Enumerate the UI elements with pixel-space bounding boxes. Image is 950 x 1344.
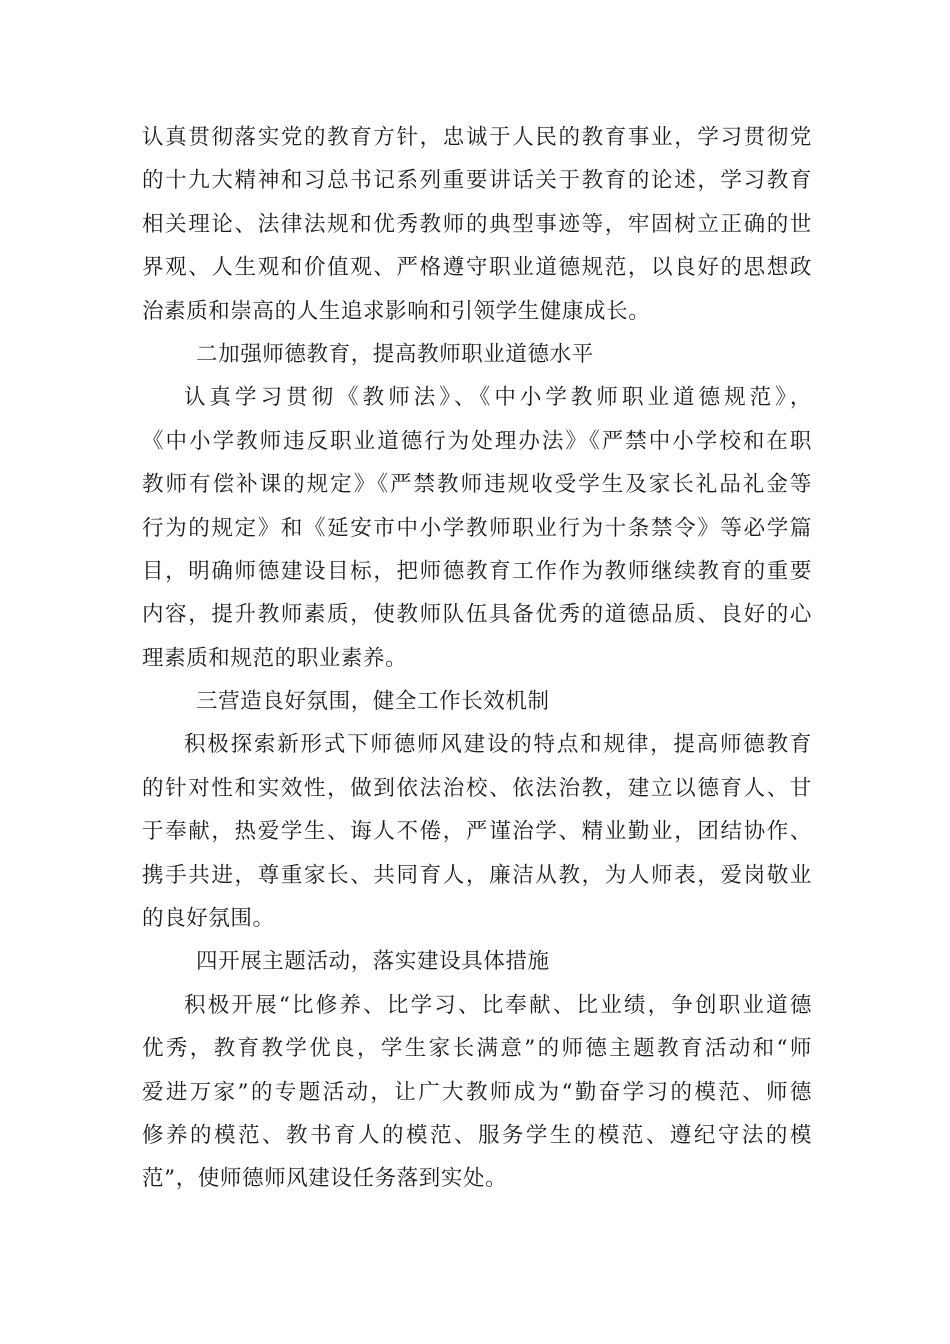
body-paragraph bbox=[142, 116, 812, 333]
text-line: 行为的规定》和《延安市中小学教师职业行为十条禁令》等必学篇 bbox=[142, 515, 812, 541]
document-body bbox=[142, 116, 812, 1201]
text-line: 的良好氛围。 bbox=[142, 906, 275, 932]
text-line: 目，明确师德建设目标，把师德教育工作作为教师继续教育的重要 bbox=[142, 558, 812, 584]
text-line: 携手共进，尊重家长、共同育人，廉洁从教，为人师表，爱岗敬业 bbox=[142, 862, 812, 888]
text-line: 《中小学教师违反职业道德行为处理办法》《严禁中小学校和在职 bbox=[142, 428, 812, 454]
text-line: 优秀，教育教学优良，学生家长满意”的师德主题教育活动和“师 bbox=[142, 1036, 812, 1062]
text-line: 爱进万家”的专题活动，让广大教师成为“勤奋学习的模范、师德 bbox=[142, 1079, 812, 1105]
text-line: 的十九大精神和习总书记系列重要讲话关于教育的论述，学习教育 bbox=[142, 168, 812, 194]
text-line: 治素质和崇高的人生追求影响和引领学生健康成长。 bbox=[142, 298, 651, 324]
text-line: 认真贯彻落实党的教育方针，忠诚于人民的教育事业，学习贯彻党 bbox=[142, 125, 812, 150]
text-line: 相关理论、法律法规和优秀教师的典型事迹等，牢固树立正确的世 bbox=[142, 211, 812, 237]
heading-text: 四开展主题活动，落实建设具体措施 bbox=[196, 949, 550, 975]
text-line: 范”，使师德师风建设任务落到实处。 bbox=[142, 1166, 508, 1192]
section-heading-2 bbox=[142, 333, 812, 376]
body-paragraph bbox=[142, 984, 812, 1201]
text-line: 教师有偿补课的规定》《严禁教师违规收受学生及家长礼品礼金等 bbox=[142, 472, 812, 498]
text-line: 修养的模范、教书育人的模范、服务学生的模范、遵纪守法的模 bbox=[142, 1122, 812, 1148]
text-line: 内容，提升教师素质，使教师队伍具备优秀的道德品质、良好的心 bbox=[142, 602, 812, 628]
text-line: 积极探索新形式下师德师风建设的特点和规律，提高师德教育 bbox=[184, 732, 812, 758]
text-line: 认真学习贯彻《教师法》、《中小学教师职业道德规范》， bbox=[184, 385, 812, 411]
body-paragraph bbox=[142, 376, 812, 680]
heading-text: 三营造良好氛围，健全工作长效机制 bbox=[196, 689, 550, 715]
section-heading-4 bbox=[142, 940, 812, 983]
text-line: 理素质和规范的职业素养。 bbox=[142, 645, 408, 671]
text-line: 的针对性和实效性，做到依法治校、依法治教，建立以德育人、甘 bbox=[142, 775, 812, 801]
heading-text: 二加强师德教育，提高教师职业道德水平 bbox=[196, 341, 594, 367]
text-line: 于奉献，热爱学生、诲人不倦，严谨治学、精业勤业，团结协作、 bbox=[142, 819, 812, 845]
section-heading-3 bbox=[142, 680, 812, 723]
text-line: 界观、人生观和价值观、严格遵守职业道德规范，以良好的思想政 bbox=[142, 255, 812, 281]
text-line: 积极开展“比修养、比学习、比奉献、比业绩，争创职业道德 bbox=[184, 992, 812, 1018]
body-paragraph bbox=[142, 723, 812, 940]
